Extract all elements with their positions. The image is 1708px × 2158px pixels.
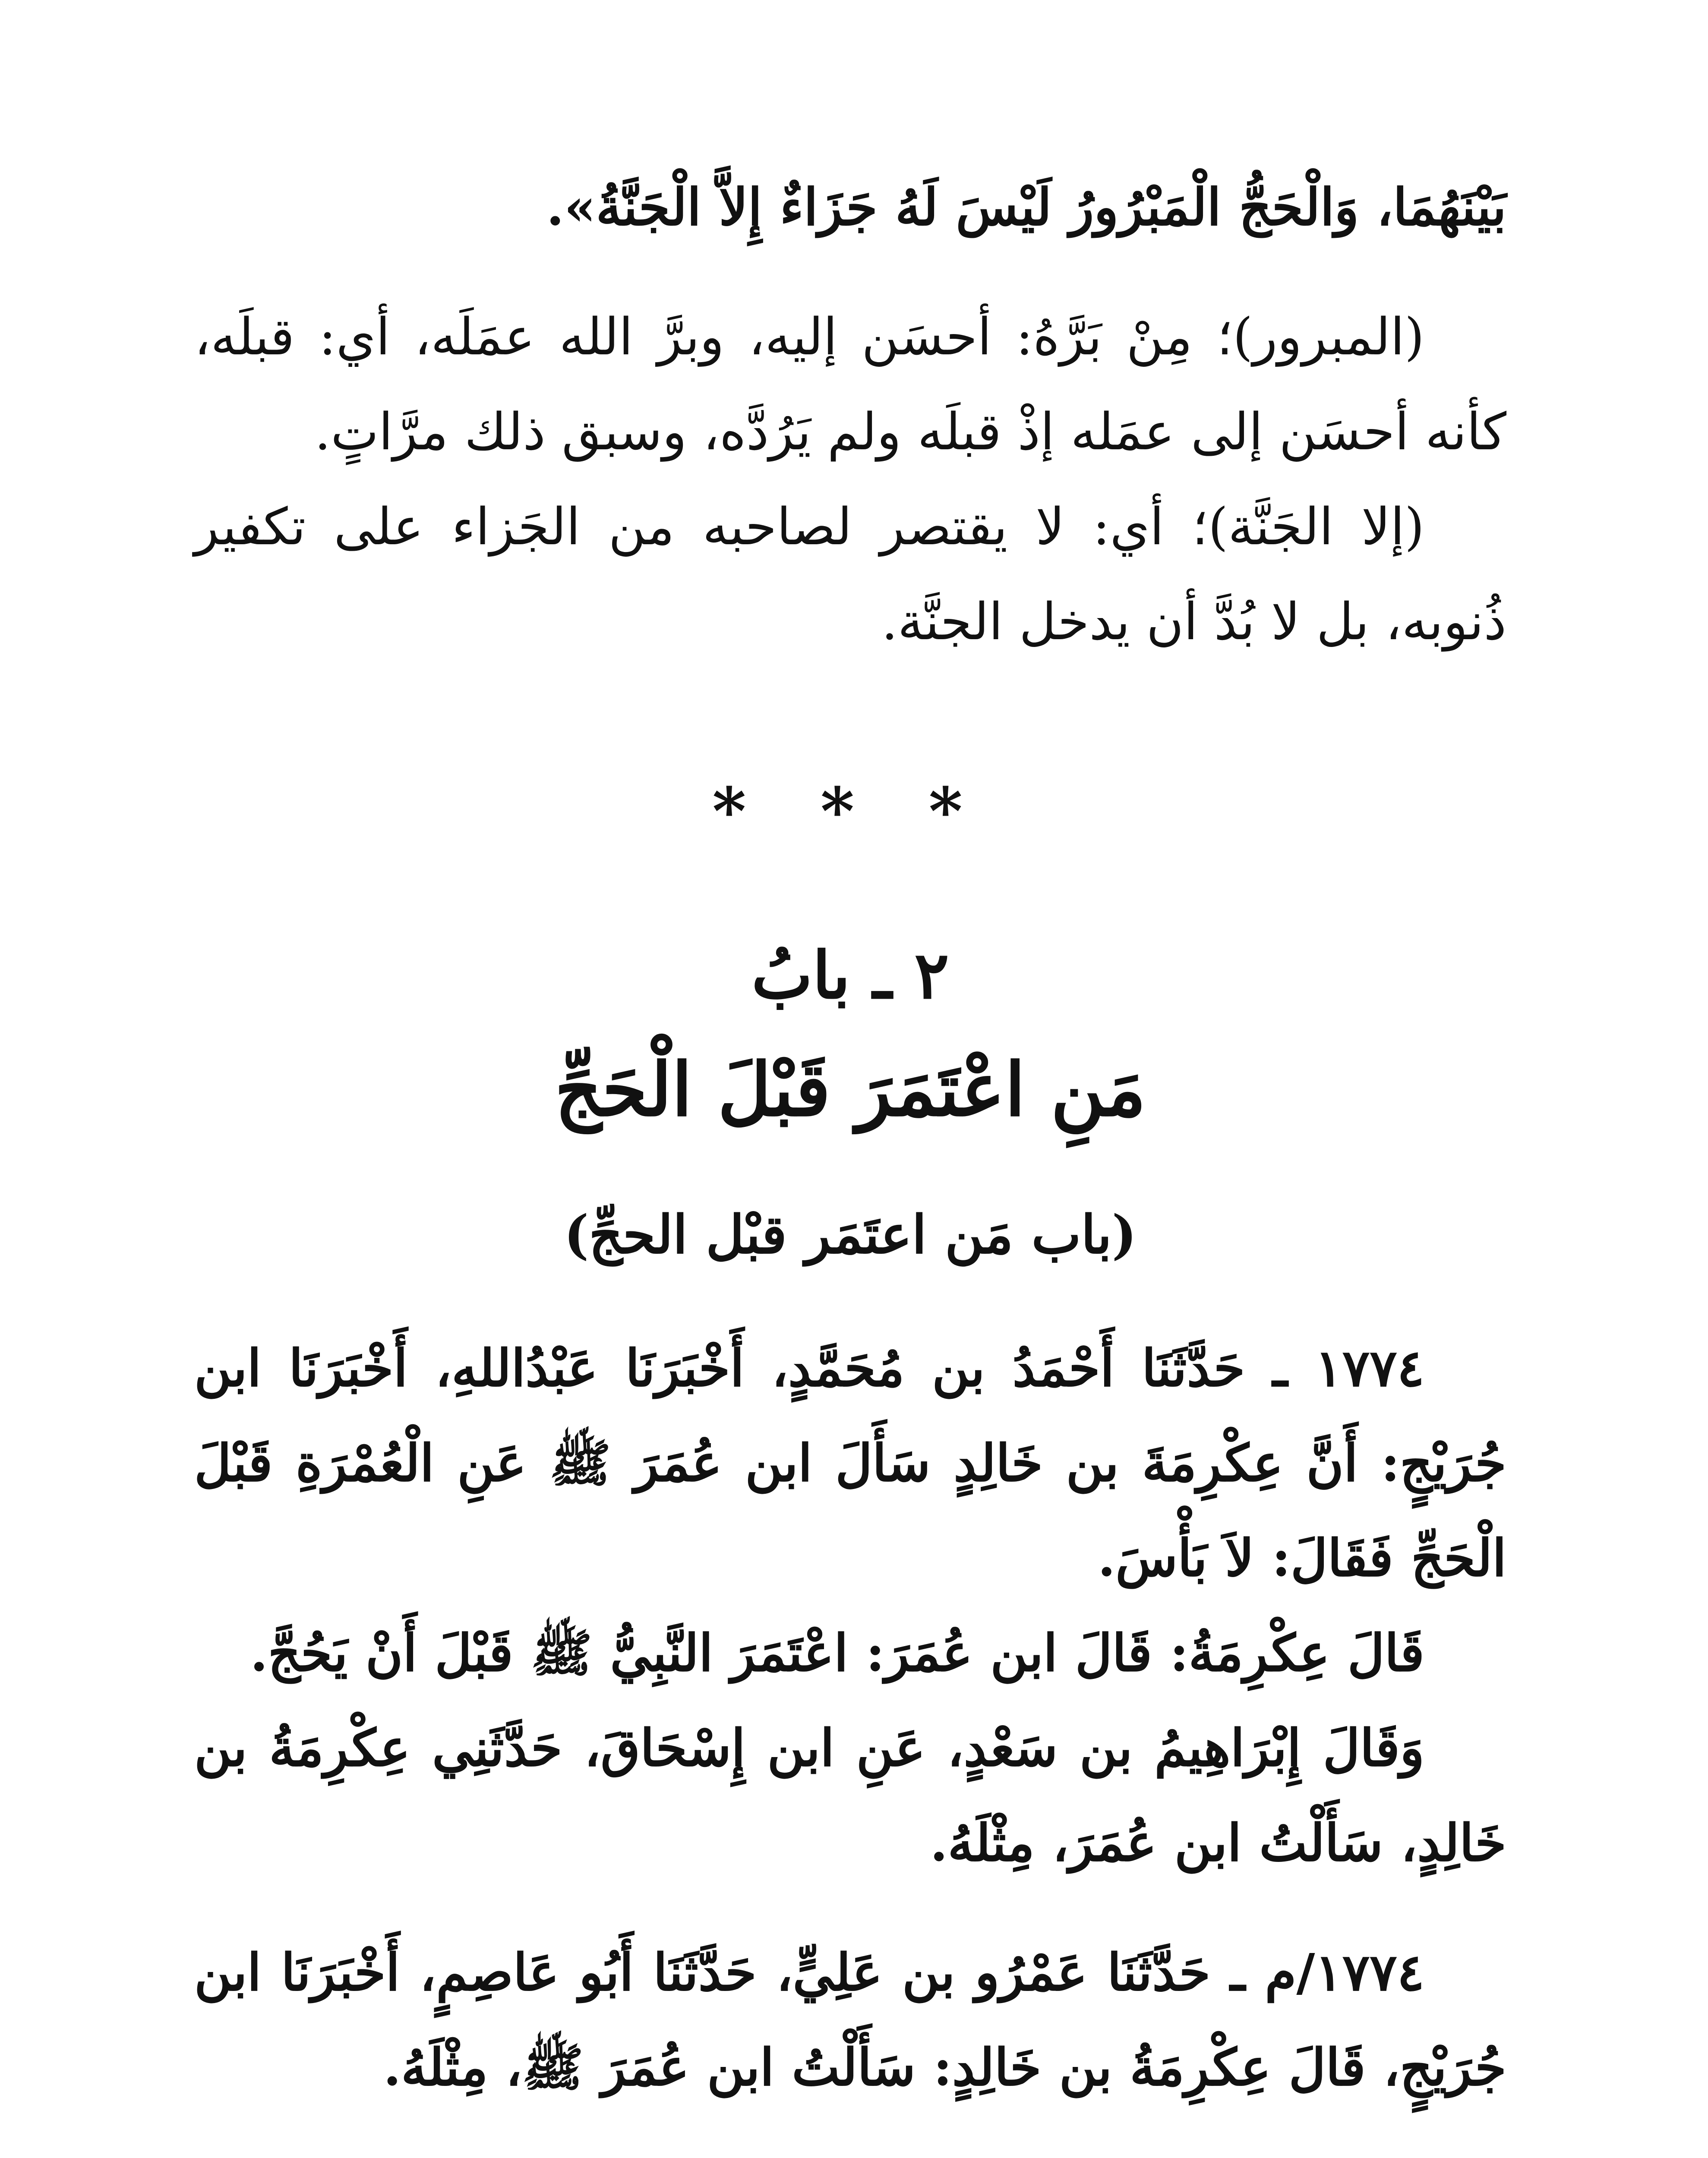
spacer [194, 1890, 1506, 1925]
chapter-subtitle: (باب مَن اعتَمَر قبْل الحجِّ) [564, 1203, 1137, 1265]
hadith-ikrimah-note: قَالَ عِكْرِمَةُ: قَالَ ابن عُمَرَ: اعْتَمَرَ النَّبِيُّ ﷺ قَبْلَ أَنْ يَحُجَّ. [250, 1623, 1424, 1683]
chapter-title: مَنِ اعْتَمَرَ قَبْلَ الْحَجِّ [555, 1047, 1146, 1133]
spacer [194, 255, 1506, 289]
spacer [194, 855, 1506, 919]
commentary-mabrur: (المبرور)؛ مِنْ بَرَّهُ: أحسَن إليه، وبرَّ الله عمَلَه، أي: قبلَه، كأنه أحسَن إلى عمَله إذْ قبلَه ولم يَرُدَّه، وسبق ذلك مرَّاتٍ. [194, 307, 1506, 461]
spacer [194, 669, 1506, 768]
chapter-number: ٢ ـ بابُ [751, 937, 949, 1013]
spacer [194, 1286, 1506, 1321]
hadith-1774-m: ١٧٧٤/م ـ حَدَّثَنَا عَمْرُو بن عَلِيٍّ، حَدَّثَنَا أَبُو عَاصِمٍ، أَخْبَرَنَا ابن جُرَيْجٍ، قَالَ عِكْرِمَةُ بن خَالِدٍ: سَأَلْتُ ابن عُمَرَ ﷺ، مِثْلَهُ. [194, 1942, 1506, 2097]
hadith-1774: ١٧٧٤ ـ حَدَّثَنَا أَحْمَدُ بن مُحَمَّدٍ، أَخْبَرَنَا عَبْدُاللهِ، أَخْبَرَنَا ابن جُرَيْجٍ: أَنَّ عِكْرِمَةَ بن خَالِدٍ سَأَلَ ابن عُمَرَ ﷺ عَنِ الْعُمْرَةِ قَبْلَ الْحَجِّ فَقَالَ: لاَ بَأْسَ. [194, 1338, 1506, 1588]
section-separator: * * * [712, 773, 988, 849]
hadith-ibrahim-narration: وَقَالَ إِبْرَاهِيمُ بن سَعْدٍ، عَنِ ابن إِسْحَاقَ، حَدَّثَنِي عِكْرِمَةُ بن خَالِدٍ، سَأَلْتُ ابن عُمَرَ، مِثْلَهُ. [194, 1718, 1506, 1873]
spacer [194, 1148, 1506, 1183]
hadith-tail: بَيْنَهُمَا، وَالْحَجُّ الْمَبْرُورُ لَيْسَ لَهُ جَزَاءٌ إِلاَّ الْجَنَّةُ». [546, 177, 1506, 237]
commentary-jannah: (إلا الجَنَّة)؛ أي: لا يقتصر لصاحبه من الجَزاء على تكفير ذُنوبه، بل لا بُدَّ أن يدخل الجنَّة. [194, 497, 1506, 651]
page-body [194, 160, 1506, 2115]
